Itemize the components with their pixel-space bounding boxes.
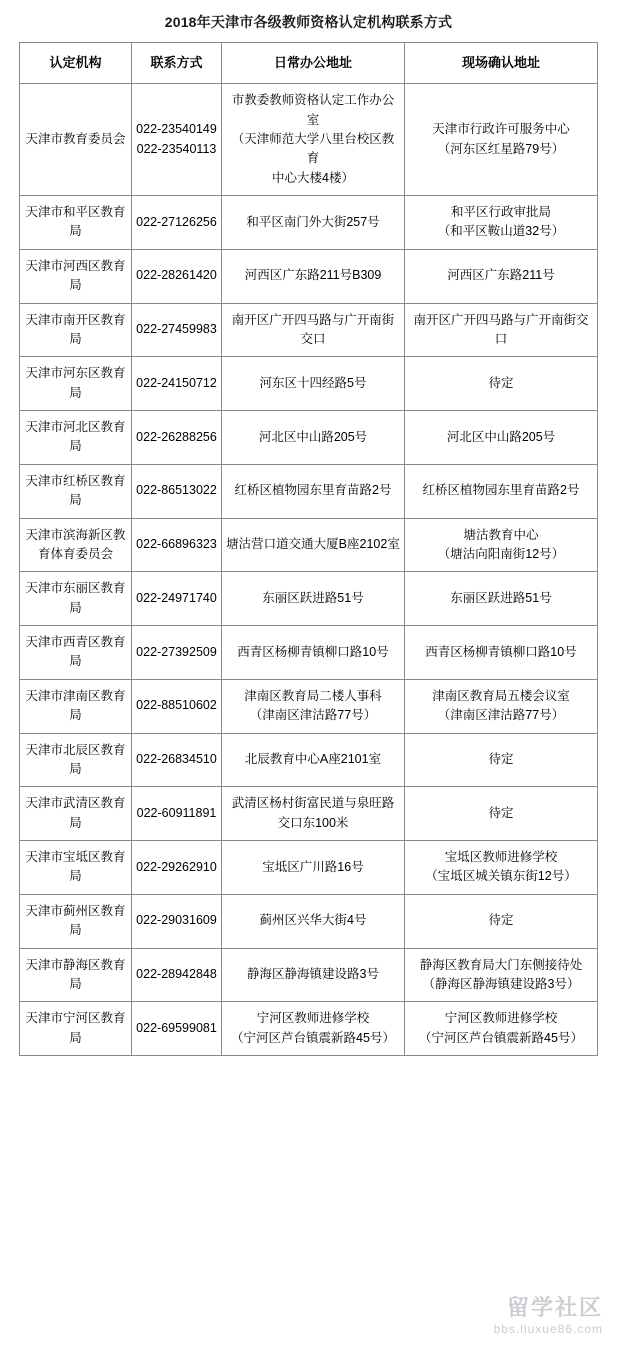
cell-confirm-address	[405, 894, 598, 948]
cell-confirm-address	[405, 249, 598, 303]
phone-number: 022-24150712	[136, 375, 217, 390]
cell-confirm-address	[405, 841, 598, 895]
cell-contact	[132, 196, 222, 250]
office-address-line: 市教委教师资格认定工作办公室	[231, 93, 395, 127]
column-header-office-address: 日常办公地址	[222, 43, 405, 84]
cell-confirm-address	[405, 196, 598, 250]
confirm-address-line: 红桥区植物园东里育苗路2号	[422, 483, 580, 498]
cell-contact	[132, 948, 222, 1002]
cell-contact	[132, 733, 222, 787]
office-address-line: 武清区杨村街富民道与泉旺路	[231, 796, 395, 811]
office-address-line: 静海区静海镇建设路3号	[247, 967, 379, 982]
office-address-line: 津南区教育局二楼人事科	[244, 688, 382, 703]
cell-contact	[132, 572, 222, 626]
office-address-line: 宝坻区广川路16号	[262, 859, 364, 874]
phone-number: 022-86513022	[136, 483, 217, 498]
cell-office-address	[222, 464, 405, 518]
office-address-line: （宁河区芦台镇震新路45号）	[231, 1030, 395, 1045]
cell-office-address	[222, 411, 405, 465]
office-address-line: 中心大楼4楼）	[272, 170, 354, 185]
office-address-line: 宁河区教师进修学校	[256, 1011, 370, 1026]
cell-organization: 天津市北辰区教育局	[20, 733, 132, 787]
office-address-line: 和平区南门外大街257号	[246, 214, 380, 229]
confirm-address-line: 宁河区教师进修学校	[444, 1011, 558, 1026]
phone-number: 022-88510602	[136, 698, 217, 713]
cell-confirm-address	[405, 303, 598, 357]
cell-organization: 天津市教育委员会	[20, 84, 132, 196]
column-header-contact: 联系方式	[132, 43, 222, 84]
confirm-address-line: （河东区红星路79号）	[437, 141, 565, 156]
table-row	[20, 948, 598, 1002]
confirm-address-line: 待定	[488, 913, 514, 928]
cell-office-address	[222, 894, 405, 948]
table-row	[20, 196, 598, 250]
cell-office-address	[222, 679, 405, 733]
table-body	[20, 84, 598, 1056]
confirm-address-line: 东丽区跃进路51号	[450, 590, 552, 605]
cell-contact	[132, 411, 222, 465]
cell-office-address	[222, 357, 405, 411]
office-address-line: 北辰教育中心A座2101室	[244, 752, 382, 767]
confirm-address-line: 河北区中山路205号	[446, 429, 556, 444]
cell-contact	[132, 1002, 222, 1056]
table-row	[20, 84, 598, 196]
phone-number: 022-27392509	[136, 644, 217, 659]
cell-organization: 天津市河北区教育局	[20, 411, 132, 465]
cell-confirm-address	[405, 733, 598, 787]
office-address-line: 蓟州区兴华大街4号	[259, 913, 367, 928]
confirm-address-line: （塘沽向阳南街12号）	[437, 546, 565, 561]
cell-confirm-address	[405, 357, 598, 411]
confirm-address-line: （宁河区芦台镇震新路45号）	[419, 1030, 583, 1045]
phone-number: 022-29031609	[136, 913, 217, 928]
office-address-line: 交口东100米	[277, 815, 349, 830]
cell-organization: 天津市红桥区教育局	[20, 464, 132, 518]
confirm-address-line: 河西区广东路211号	[447, 268, 555, 283]
phone-number: 022-28942848	[136, 967, 217, 982]
cell-contact	[132, 841, 222, 895]
cell-confirm-address	[405, 411, 598, 465]
office-address-line: （天津师范大学八里台校区教育	[231, 131, 395, 166]
confirm-address-line: 津南区教育局五楼会议室	[432, 688, 570, 703]
cell-office-address	[222, 249, 405, 303]
watermark	[494, 1297, 603, 1336]
confirm-address-line: 待定	[488, 752, 514, 767]
office-address-line: 红桥区植物园东里育苗路2号	[234, 483, 392, 498]
table-header-row	[20, 43, 598, 84]
phone-number: 022-23540149	[136, 122, 217, 137]
confirm-address-line: 和平区行政审批局	[450, 205, 551, 220]
cell-organization: 天津市河东区教育局	[20, 357, 132, 411]
cell-office-address	[222, 572, 405, 626]
table-row	[20, 572, 598, 626]
table-row	[20, 411, 598, 465]
confirm-address-line: 南开区广开四马路与广开南街交口	[413, 312, 589, 346]
table-row	[20, 464, 598, 518]
office-address-line: （津南区津沽路77号）	[249, 708, 377, 723]
table-row	[20, 249, 598, 303]
phone-number: 022-27459983	[136, 322, 217, 337]
cell-organization: 天津市河西区教育局	[20, 249, 132, 303]
phone-number: 022-66896323	[136, 537, 217, 552]
cell-contact	[132, 787, 222, 841]
cell-office-address	[222, 948, 405, 1002]
phone-number: 022-26288256	[136, 429, 217, 444]
phone-number: 022-28261420	[136, 268, 217, 283]
cell-confirm-address	[405, 572, 598, 626]
phone-number: 022-23540113	[136, 141, 217, 156]
column-header-confirm-address: 现场确认地址	[405, 43, 598, 84]
table-row	[20, 626, 598, 680]
cell-contact	[132, 679, 222, 733]
certification-agency-table	[19, 42, 598, 1056]
cell-confirm-address	[405, 948, 598, 1002]
column-header-org: 认定机构	[20, 43, 132, 84]
table-row	[20, 357, 598, 411]
cell-contact	[132, 626, 222, 680]
cell-confirm-address	[405, 464, 598, 518]
cell-confirm-address	[405, 84, 598, 196]
cell-confirm-address	[405, 787, 598, 841]
table-row	[20, 303, 598, 357]
confirm-address-line: 塘沽教育中心	[463, 527, 539, 542]
cell-contact	[132, 894, 222, 948]
cell-organization: 天津市东丽区教育局	[20, 572, 132, 626]
phone-number: 022-27126256	[136, 214, 217, 229]
phone-number: 022-29262910	[136, 859, 217, 874]
office-address-line: 河西区广东路211号B309	[244, 268, 382, 283]
cell-organization: 天津市蓟州区教育局	[20, 894, 132, 948]
cell-office-address	[222, 84, 405, 196]
cell-organization: 天津市静海区教育局	[20, 948, 132, 1002]
cell-office-address	[222, 196, 405, 250]
office-address-line: 河北区中山路205号	[258, 429, 368, 444]
confirm-address-line: 宝坻区教师进修学校	[444, 850, 558, 865]
table-row	[20, 679, 598, 733]
phone-number: 022-26834510	[136, 752, 217, 767]
cell-office-address	[222, 518, 405, 572]
table-header	[20, 43, 598, 84]
table-row	[20, 733, 598, 787]
cell-organization: 天津市滨海新区教育体育委员会	[20, 518, 132, 572]
page-title: 2018年天津市各级教师资格认定机构联系方式	[164, 14, 453, 30]
cell-contact	[132, 249, 222, 303]
watermark-main-text: 留学社区	[506, 1295, 603, 1320]
cell-office-address	[222, 1002, 405, 1056]
office-address-line: 南开区广开四马路与广开南街交口	[231, 312, 395, 346]
cell-office-address	[222, 841, 405, 895]
confirm-address-line: 待定	[488, 375, 514, 390]
confirm-address-line: 天津市行政许可服务中心	[432, 122, 570, 137]
office-address-line: 东丽区跃进路51号	[262, 590, 364, 605]
cell-organization: 天津市西青区教育局	[20, 626, 132, 680]
cell-organization: 天津市武清区教育局	[20, 787, 132, 841]
office-address-line: 塘沽营口道交通大厦B座2102室	[226, 537, 400, 552]
table-row	[20, 1002, 598, 1056]
office-address-line: 西青区杨柳青镇柳口路10号	[237, 644, 389, 659]
table-row	[20, 518, 598, 572]
cell-office-address	[222, 733, 405, 787]
cell-contact	[132, 357, 222, 411]
cell-confirm-address	[405, 679, 598, 733]
confirm-address-line: 待定	[488, 805, 514, 820]
cell-contact	[132, 84, 222, 196]
cell-confirm-address	[405, 626, 598, 680]
confirm-address-line: （和平区鞍山道32号）	[437, 224, 565, 239]
confirm-address-line: （宝坻区城关镇东街12号）	[425, 869, 577, 884]
cell-office-address	[222, 303, 405, 357]
cell-contact	[132, 303, 222, 357]
cell-contact	[132, 518, 222, 572]
table-row	[20, 841, 598, 895]
office-address-line: 河东区十四经路5号	[259, 375, 367, 390]
confirm-address-line: 西青区杨柳青镇柳口路10号	[425, 644, 577, 659]
cell-organization: 天津市南开区教育局	[20, 303, 132, 357]
confirm-address-line: （静海区静海镇建设路3号）	[422, 976, 580, 991]
cell-office-address	[222, 787, 405, 841]
cell-office-address	[222, 626, 405, 680]
phone-number: 022-69599081	[136, 1020, 217, 1035]
table-row	[20, 894, 598, 948]
cell-organization: 天津市宁河区教育局	[20, 1002, 132, 1056]
cell-confirm-address	[405, 1002, 598, 1056]
cell-confirm-address	[405, 518, 598, 572]
confirm-address-line: 静海区教育局大门东侧接待处	[419, 957, 583, 972]
phone-number: 022-60911891	[136, 805, 217, 820]
cell-contact	[132, 464, 222, 518]
cell-organization: 天津市宝坻区教育局	[20, 841, 132, 895]
confirm-address-line: （津南区津沽路77号）	[437, 708, 565, 723]
cell-organization: 天津市和平区教育局	[20, 196, 132, 250]
phone-number: 022-24971740	[136, 590, 217, 605]
cell-organization: 天津市津南区教育局	[20, 679, 132, 733]
table-row	[20, 787, 598, 841]
watermark-sub-text: bbs.liuxue86.com	[493, 1322, 603, 1336]
